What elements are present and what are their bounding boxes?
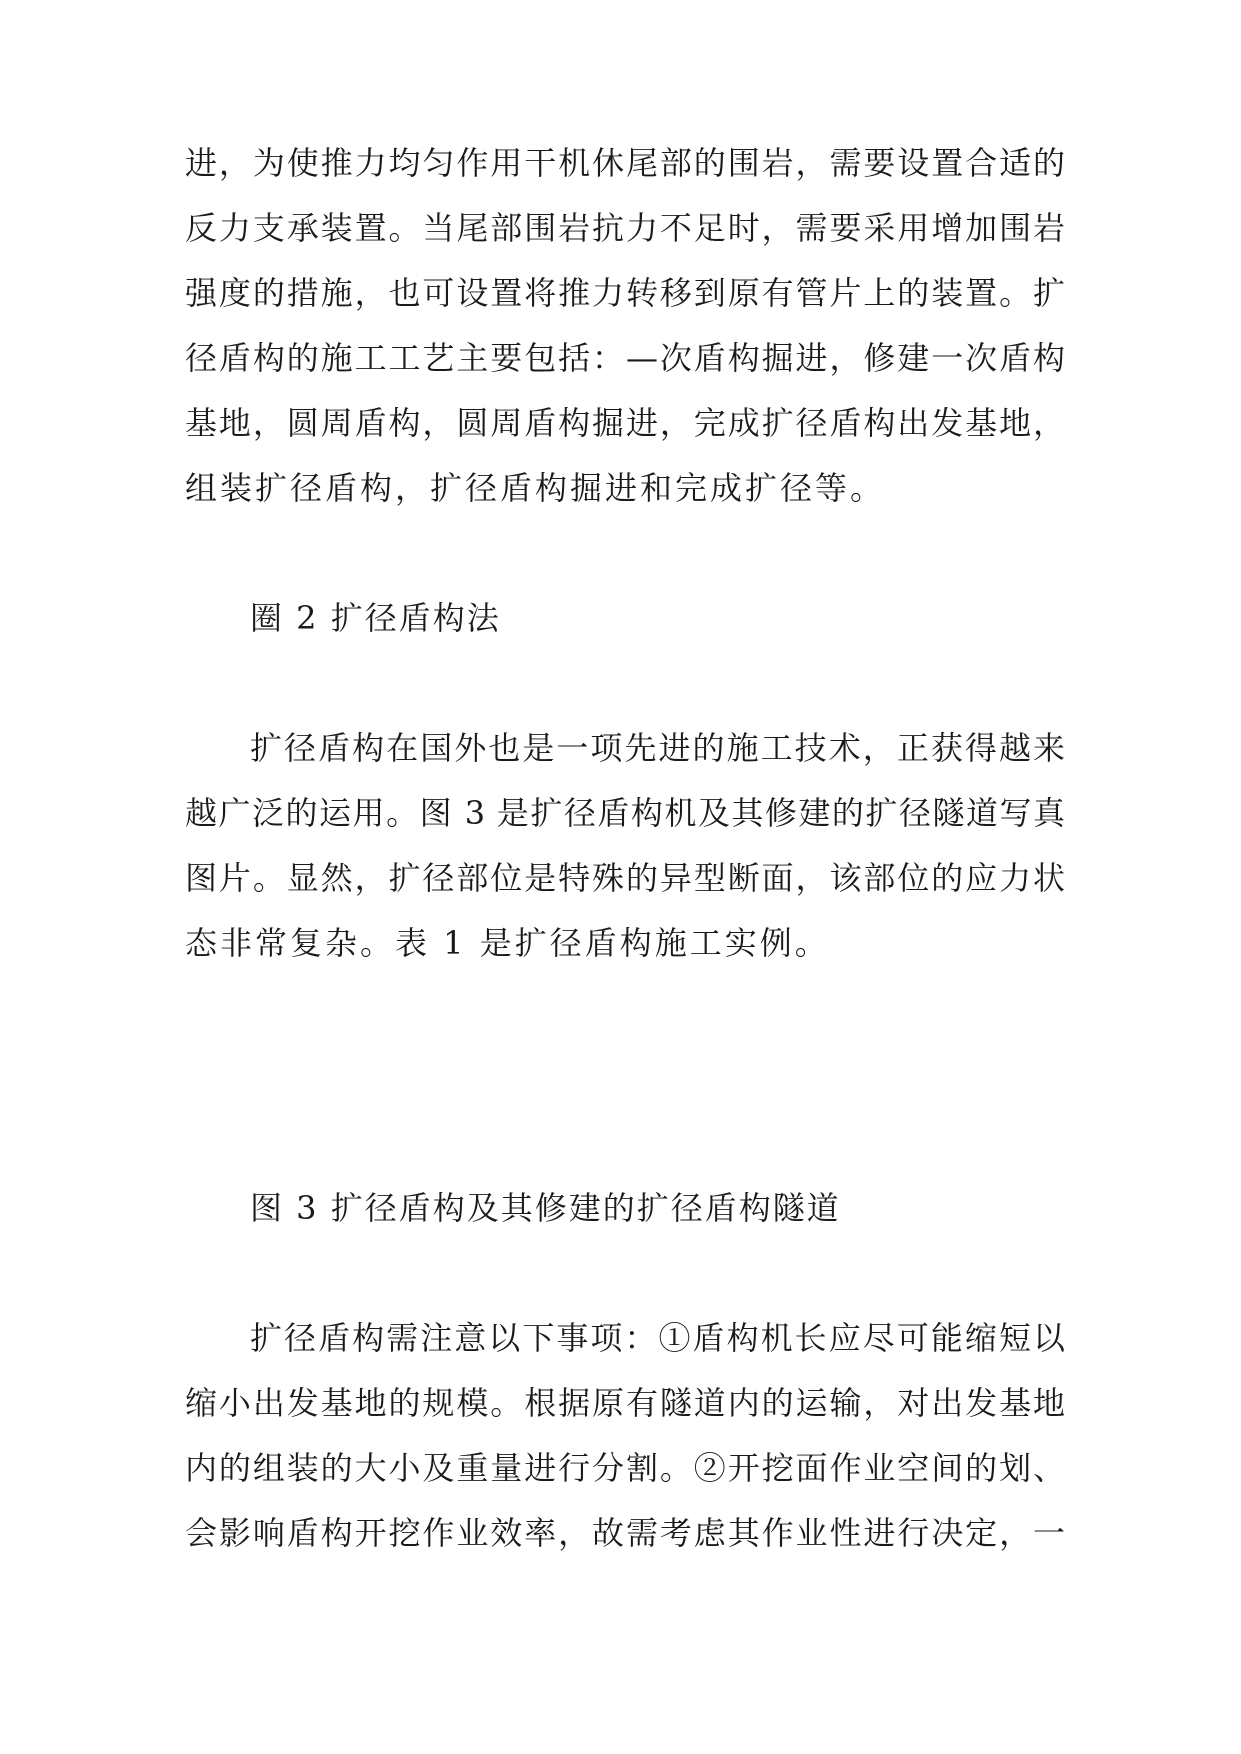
paragraph-line: 扩径盾构在国外也是一项先进的施工技术，正获得越来 [250, 729, 1065, 767]
paragraph-line: 内的组装的大小及重量进行分割。②开挖面作业空间的划、 [185, 1449, 1065, 1487]
paragraph-line: 强度的措施，也可设置将推力转移到原有管片上的装置。扩 [185, 274, 1065, 312]
paragraph-line: 扩径盾构需注意以下事项：①盾构机长应尽可能缩短以 [250, 1319, 1065, 1357]
paragraph-line: 基地，圆周盾构，圆周盾构掘进，完成扩径盾构出发基地， [185, 404, 1065, 442]
paragraph-line: 越广泛的运用。图 3 是扩径盾构机及其修建的扩径隧道写真 [185, 794, 1065, 832]
paragraph-line: 会影响盾构开挖作业效率，故需考虑其作业性进行决定，一 [185, 1514, 1065, 1552]
paragraph-line: 图片。显然，扩径部位是特殊的异型断面，该部位的应力状 [185, 859, 1065, 897]
paragraph-line: 径盾构的施工工艺主要包括：—次盾构掘进，修建一次盾构 [185, 339, 1065, 377]
paragraph-line: 组装扩径盾构，扩径盾构掘进和完成扩径等。 [185, 469, 886, 507]
paragraph-line: 反力支承装置。当尾部围岩抗力不足时，需要采用增加围岩 [185, 209, 1065, 247]
paragraph-line: 态非常复杂。表 1 是扩径盾构施工实例。 [185, 924, 830, 962]
figure-caption-3: 图 3 扩径盾构及其修建的扩径盾构隧道 [250, 1189, 841, 1227]
figure-caption-2: 圈 2 扩径盾构法 [250, 599, 501, 637]
paragraph-line: 缩小出发基地的规模。根据原有隧道内的运输，对出发基地 [185, 1384, 1065, 1422]
paragraph-line: 进，为使推力均匀作用干机休尾部的围岩，需要设置合适的 [185, 144, 1065, 182]
